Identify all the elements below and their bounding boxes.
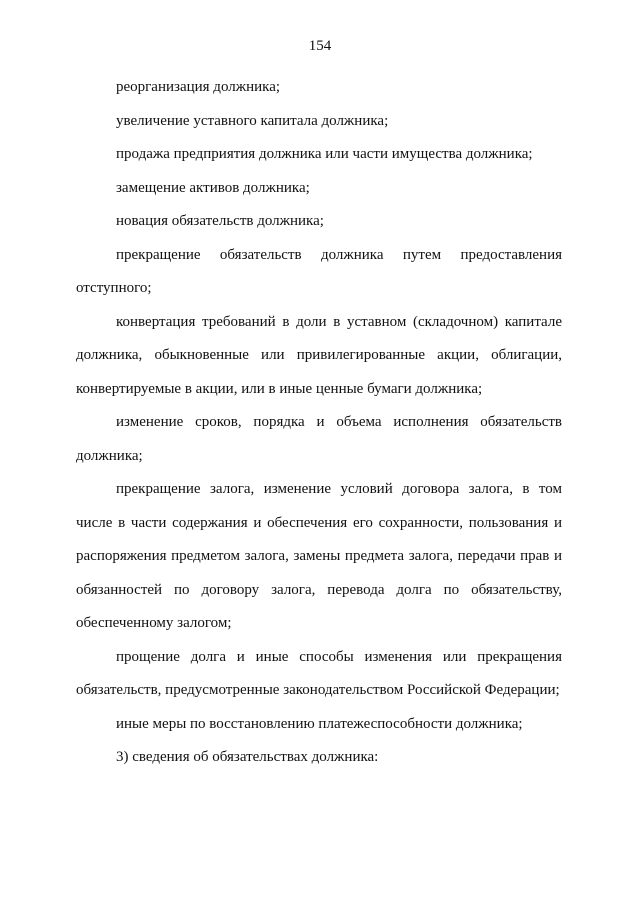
document-body [76,71,562,775]
paragraph-asset-replacement: замещение активов должника; [116,179,310,196]
paragraph-compensation: прекращение обязательств должника путем предоставления отступного; [76,246,562,296]
paragraph-capital-increase: увеличение уставного капитала должника; [116,112,389,129]
paragraph-novation: новация обязательств должника; [116,213,324,229]
paragraph-debt-forgiveness: прощение долга и иные способы изменения или прекращения обязательств, предусмотренные законодательством Российской Федерации; [76,648,562,698]
paragraph-terms-change: изменение сроков, порядка и объема исполнения обязательств должника; [76,414,562,464]
paragraph-sale-of-enterprise: продажа предприятия должника или части имущества должника; [116,146,533,162]
paragraph-pledge: прекращение залога, изменение условий договора залога, в том числе в части содержания и обеспечения его сохранности, пользования и распоряжения предметом залога, замены предмета залога, передачи прав и обязанностей по договору залога, перевода долга по обязательству, обеспеченному залогом; [76,481,562,631]
paragraph-obligations-info: 3) сведения об обязательствах должника: [116,749,379,765]
paragraph-other-measures: иные меры по восстановлению платежеспособности должника; [116,715,523,732]
paragraph-debt-conversion: конвертация требований в доли в уставном (складочном) капитале должника, обыкновенные или привилегированные акции, облигации, конвертируемые в акции, или в иные ценные бумаги должника; [76,313,562,397]
page-number: 154 [308,38,332,54]
paragraph-reorganization: реорганизация должника; [116,79,281,95]
